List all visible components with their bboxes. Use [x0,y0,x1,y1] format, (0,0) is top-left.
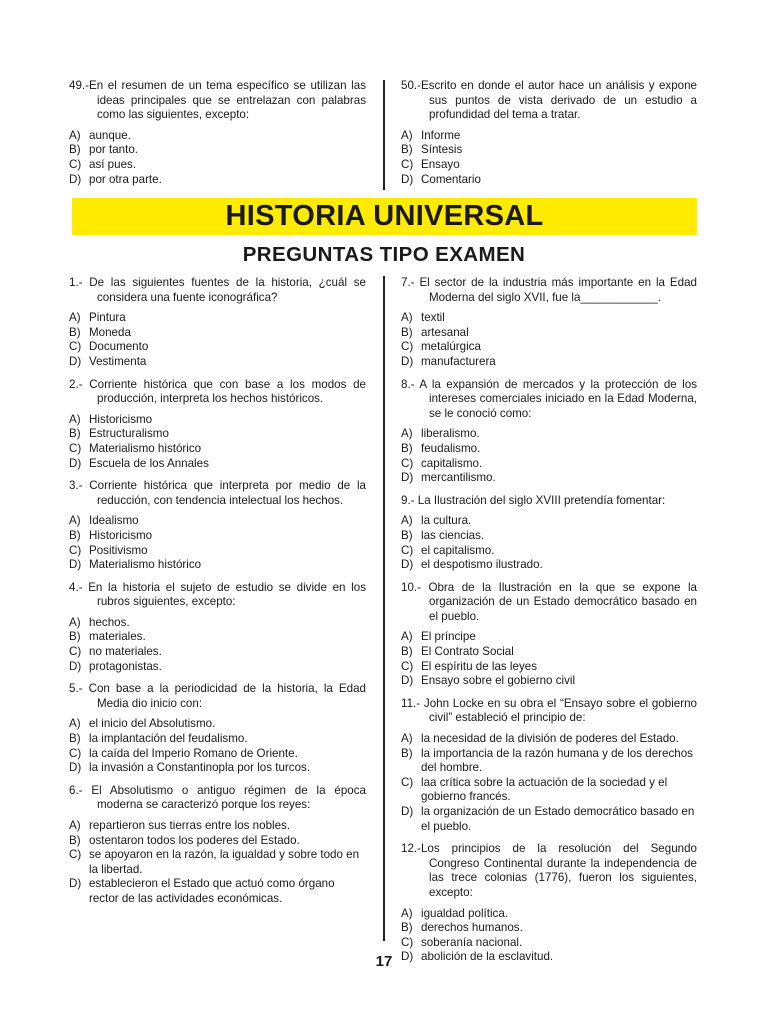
option-letter: B) [69,143,81,157]
option-text: la importancia de la razón humana y de los derechos del hombre. [421,746,693,775]
question-item [401,697,697,834]
option-c [401,457,697,472]
option-d [401,173,697,188]
question-item [69,581,366,675]
option-text: Historicismo [89,528,153,542]
option-letter: B) [69,427,81,441]
question-item [69,479,366,573]
option-letter: C) [69,441,82,455]
option-letter: B) [401,528,413,542]
option-b [401,645,697,660]
option-d [401,674,697,689]
option-letter: C) [69,157,82,171]
option-letter: C) [401,157,414,171]
option-c [401,340,697,355]
option-letter: D) [69,558,82,572]
option-b [401,143,697,158]
option-a [69,311,366,326]
question-stem: 10.- Obra de la Ilustración en la que se expone la organización de un Estado democrático basado en el pueblo. [401,580,697,623]
option-letter: B) [401,441,413,455]
question-stem: 2.- Corriente histórica que con base a los modos de producción, interpreta los hechos históricos. [69,377,366,406]
option-letter: A) [69,128,81,142]
option-text: Escuela de los Annales [89,456,209,470]
option-a [69,129,366,144]
option-letter: C) [401,775,414,789]
option-letter: D) [69,172,82,186]
option-text: la organización de un Estado democrático basado en el pueblo. [421,805,695,833]
option-d [69,558,366,573]
option-text: el despotismo ilustrado. [421,558,543,572]
option-text: Historicismo [89,412,153,426]
question-stem: 11.- John Locke en su obra el “Ensayo sobre el gobierno civil” estableció el principio de: [401,696,697,725]
options-list [69,129,366,187]
option-text: artesanal [421,325,469,339]
question-item [69,378,366,472]
option-d [401,471,697,486]
option-text: materiales. [89,630,146,644]
option-b [69,529,366,544]
option-letter: B) [69,528,81,542]
option-b [401,442,697,457]
question-stem: 3.- Corriente histórica que interpreta por medio de la reducción, con tendencia intelectual los hechos. [69,479,366,507]
question-stem: 12.-Los principios de la resolución del Segundo Congreso Continental durante la independencia de las trece colonias (1776), fueron los siguientes, excepto: [401,842,697,899]
option-b [69,326,366,341]
option-text: Informe [421,128,461,142]
option-c [69,442,366,457]
option-text: hechos. [89,615,130,629]
column-divider-top [383,80,385,190]
option-a [401,630,697,645]
option-letter: A) [69,311,81,325]
option-b [69,630,366,645]
option-text: establecieron el Estado que actuó como órgano rector de las actividades económicas. [89,877,335,905]
option-text: El espíritu de las leyes [421,659,537,673]
option-b [69,143,366,158]
option-d [69,761,366,776]
top-right-question [401,79,697,187]
option-text: Materialismo histórico [89,441,202,455]
option-text: manufacturera [421,354,496,368]
option-text: Pintura [89,311,126,325]
option-letter: D) [401,354,414,368]
option-text: protagonistas. [89,659,162,673]
option-text: capitalismo. [421,456,483,470]
option-text: la necesidad de la división de poderes del Estado. [421,732,679,746]
option-c [69,848,366,877]
column-divider-main [383,276,385,941]
option-c [69,340,366,355]
option-text: liberalismo. [421,427,480,441]
option-text: textil [421,311,445,325]
option-b [69,732,366,747]
option-letter: B) [401,325,413,339]
option-b [69,834,366,849]
option-c [69,645,366,660]
option-text: Idealismo [89,514,139,528]
option-text: Positivismo [89,543,148,557]
options-list [401,129,697,187]
question-stem: 5.- Con base a la periodicidad de la historia, la Edad Media dio inicio con: [69,682,366,710]
question-item [69,784,366,907]
option-letter: C) [69,340,82,354]
question-item [69,276,366,370]
option-text: la cultura. [421,514,472,528]
option-letter: D) [401,950,414,964]
option-text: laa crítica sobre la actuación de la sociedad y el gobierno francés. [421,775,668,804]
question-stem: 6.- El Absolutismo o antiguo régimen de la época moderna se caracterizó porque los reyes: [69,783,366,812]
question-item [401,842,697,965]
option-text: la invasión a Constantinopla por los turcos. [89,761,311,775]
option-text: se apoyaron en la razón, la igualdad y sobre todo en la libertad. [89,848,360,876]
option-a [69,717,366,732]
option-letter: B) [401,143,413,157]
question-item [401,378,697,486]
option-a [69,514,366,529]
option-text: la implantación del feudalismo. [89,732,248,746]
option-letter: A) [69,412,81,426]
option-a [69,819,366,834]
option-text: Síntesis [421,143,463,157]
option-b [401,326,697,341]
question-stem: 8.- A la expansión de mercados y la protección de los intereses comerciales iniciado en la Edad Moderna, se le conoció como: [401,377,697,420]
section-title: HISTORIA UNIVERSAL [225,200,544,232]
option-text: igualdad política. [421,906,509,920]
option-d [69,355,366,370]
option-c [69,544,366,559]
option-letter: A) [401,514,413,528]
option-d [69,660,366,675]
section-banner [72,198,697,235]
option-letter: B) [69,833,81,847]
option-text: El Contrato Social [421,645,514,659]
option-a [401,427,697,442]
left-question-column [69,276,366,915]
question-stem: 9.- La Ilustración del siglo XVIII pretendía fomentar: [401,493,666,507]
option-c [69,158,366,173]
option-text: Ensayo [421,157,460,171]
option-letter: C) [401,456,414,470]
option-letter: B) [69,732,81,746]
right-question-column [401,276,697,973]
option-letter: A) [401,630,413,644]
option-text: repartieron sus tierras entre los nobles. [89,819,291,832]
option-text: no materiales. [89,645,162,659]
option-letter: A) [401,732,413,746]
option-letter: C) [401,340,414,354]
option-a [401,311,697,326]
option-letter: A) [69,514,81,528]
top-left-question [69,79,366,187]
option-text: metalúrgica [421,340,481,354]
option-text: feudalismo. [421,441,481,455]
question-stem: 1.- De las siguientes fuentes de la historia, ¿cuál se considera una fuente iconográfica? [69,276,366,304]
question-item [401,581,697,689]
option-text: Ensayo sobre el gobierno civil [421,674,576,688]
option-letter: D) [69,456,82,470]
option-letter: A) [401,906,413,920]
question-item [69,682,366,776]
option-letter: D) [401,805,414,818]
option-text: mercantilismo. [421,471,496,485]
option-d [401,805,697,834]
option-letter: B) [401,746,413,760]
option-letter: D) [69,354,82,368]
option-text: El príncipe [421,630,476,644]
section-subtitle: PREGUNTAS TIPO EXAMEN [242,243,526,266]
option-b [401,529,697,544]
option-letter: D) [401,172,414,186]
option-letter: D) [69,659,82,673]
option-letter: A) [401,128,413,142]
option-letter: C) [69,543,82,557]
option-text: Documento [89,340,149,354]
option-letter: A) [69,819,81,832]
option-letter: D) [69,761,82,775]
option-text: por tanto. [89,143,138,157]
option-letter: C) [401,659,414,673]
option-letter: C) [401,543,414,557]
option-letter: D) [401,674,414,688]
option-c [401,936,697,951]
option-text: el inicio del Absolutismo. [89,717,216,731]
option-d [69,877,366,906]
option-letter: D) [401,471,414,485]
option-d [69,457,366,472]
option-d [69,173,366,188]
option-text: Vestimenta [89,354,147,368]
option-letter: B) [401,645,413,659]
option-a [69,616,366,631]
option-text: Materialismo histórico [89,558,202,572]
option-text: aunque. [89,128,131,142]
option-text: derechos humanos. [421,921,523,935]
option-text: las ciencias. [421,528,485,542]
option-c [401,158,697,173]
option-b [69,427,366,442]
option-letter: A) [69,717,81,731]
option-letter: D) [401,558,414,572]
option-text: ostentaron todos los poderes del Estado. [89,833,300,847]
option-text: Estructuralismo [89,427,169,441]
option-text: Moneda [89,325,131,339]
option-text: Comentario [421,172,481,186]
option-c [69,747,366,762]
option-text: soberanía nacional. [421,935,523,949]
page-number: 17 [375,953,393,970]
option-d [401,558,697,573]
option-letter: A) [401,311,413,325]
option-letter: D) [69,877,82,891]
option-letter: C) [69,746,82,760]
option-letter: A) [69,615,81,629]
option-letter: B) [69,630,81,644]
option-a [401,129,697,144]
option-d [401,355,697,370]
option-text: el capitalismo. [421,543,495,557]
option-a [69,413,366,428]
option-b [401,921,697,936]
option-a [401,732,697,747]
question-stem: 4.- En la historia el sujeto de estudio se divide en los rubros siguientes, excepto: [69,580,366,609]
option-c [401,776,697,805]
option-letter: B) [401,921,413,935]
option-text: abolición de la esclavitud. [421,950,554,964]
option-letter: B) [69,325,81,339]
option-c [401,660,697,675]
option-letter: C) [69,645,82,659]
question-stem: 49.-En el resumen de un tema específico se utilizan las ideas principales que se entrelazan con palabras como las siguientes, excepto: [69,79,366,122]
option-letter: C) [69,848,82,862]
option-text: por otra parte. [89,172,162,186]
option-c [401,544,697,559]
question-stem: 50.-Escrito en donde el autor hace un análisis y expone sus puntos de vista derivado de un estudio a profundidad del tema a tratar. [401,79,697,122]
question-item [401,494,697,573]
option-letter: A) [401,427,413,441]
option-text: la caída del Imperio Romano de Oriente. [89,746,298,760]
option-b [401,747,697,776]
option-text: así pues. [89,157,137,171]
question-stem: 7.- El sector de la industria más importante en la Edad Moderna del siglo XVII, fue la____________. [401,276,697,304]
option-a [401,514,697,529]
option-a [401,907,697,922]
question-item [401,276,697,370]
option-letter: C) [401,935,414,949]
